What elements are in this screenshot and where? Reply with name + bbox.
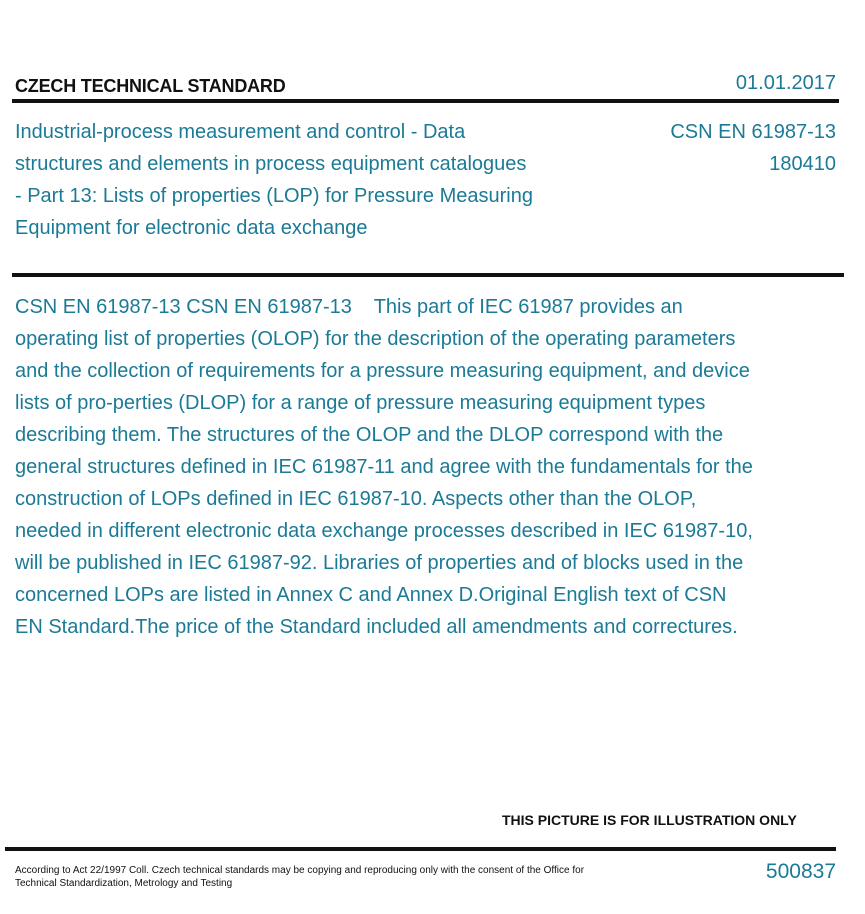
abstract-text: CSN EN 61987-13 CSN EN 61987-13 This part of IEC 61987 provides an operating list of properties (OLOP) for the description of the operating parameters and the collection of requirements for a pressure measuring equipment, and device lists of pro-perties (DLOP) for a range of pressure measuring equipment types describing them. The structures of the OLOP and the DLOP correspond with the general structures defined in IEC 61987-11 and agree with the fundamentals for the construction of LOPs defined in IEC 61987-10. Aspects other than the OLOP, needed in different electronic data exchange processes described in IEC 61987-10, will be published in IEC 61987-92. Libraries of properties and of blocks used in the concerned LOPs are listed in Annex C and Annex D.Original English text of CSN EN Standard.The price of the Standard included all amendments and correctures. [15,296,759,638]
document-code-block [670,116,836,180]
footer-divider [5,847,836,851]
header-divider [12,99,839,103]
illustration-disclaimer: THIS PICTURE IS FOR ILLUSTRATION ONLY [502,812,797,828]
document-title: Industrial-process measurement and control - Data structures and elements in process equipment catalogues - Part 13: Lists of properties (LOP) for Pressure Measuring Equipment for electronic data exchange [15,121,533,239]
header-title: CZECH TECHNICAL STANDARD [15,76,286,96]
classification-number: 180410 [769,153,836,175]
standard-code: CSN EN 61987-13 [670,121,836,143]
publication-date: 01.01.2017 [735,72,836,94]
catalogue-number: 500837 [765,860,836,883]
title-divider [12,273,844,277]
legal-note: According to Act 22/1997 Coll. Czech technical standards may be copying and reproducing only with the consent of the Office for Technical Standardization, Metrology and Testing [15,865,585,889]
